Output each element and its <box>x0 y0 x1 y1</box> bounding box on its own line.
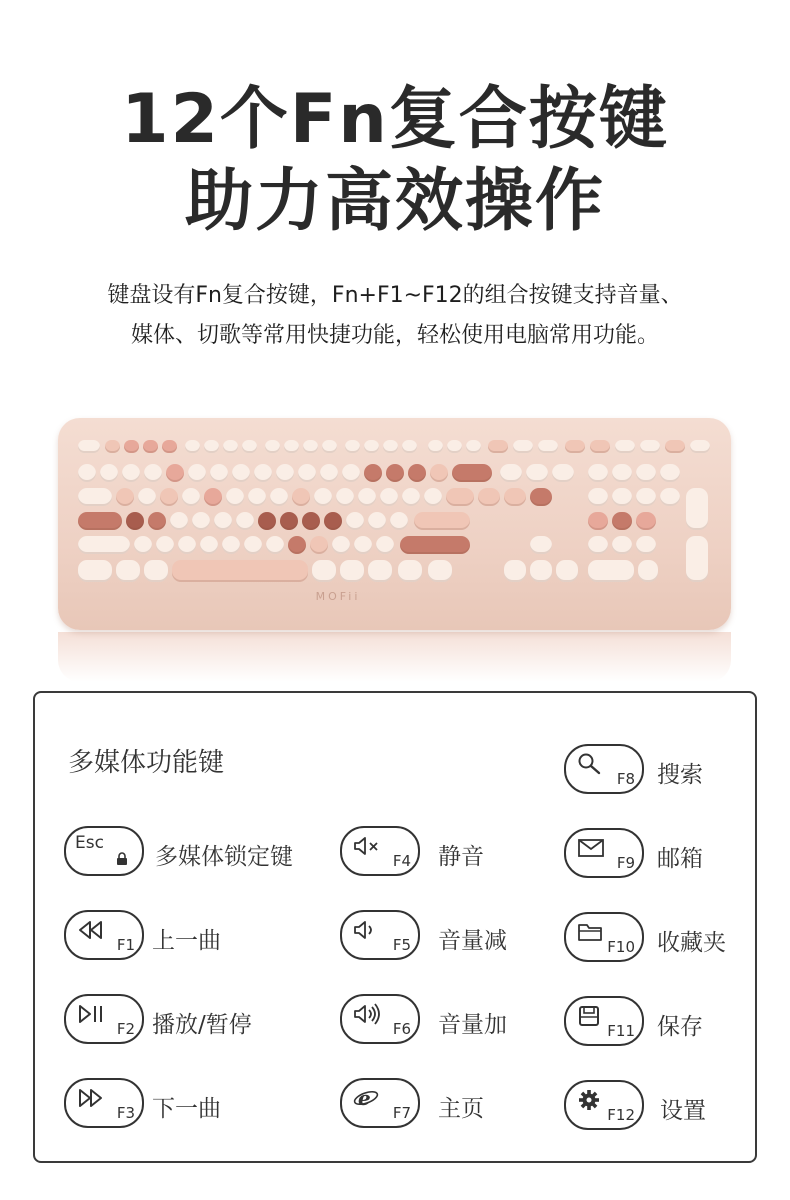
keyboard-key <box>368 512 386 530</box>
keyboard-key <box>408 464 426 482</box>
keyboard-key <box>390 512 408 530</box>
keyboard-key <box>612 464 632 482</box>
keyboard-key <box>78 464 96 482</box>
keyboard-key <box>210 464 228 482</box>
keyboard-key <box>466 440 481 453</box>
keyboard-key <box>612 512 632 530</box>
keyboard-key <box>340 560 364 582</box>
next-track-icon <box>76 1086 106 1110</box>
keyboard-key <box>414 512 470 530</box>
keycap-label: F6 <box>392 1020 411 1038</box>
keyboard-key <box>134 536 152 554</box>
keyboard-key <box>342 464 360 482</box>
keycap-label: Esc <box>75 833 104 853</box>
keyboard-key <box>500 464 522 482</box>
keyboard-key <box>488 440 508 453</box>
keycap-label: F11 <box>607 1022 635 1040</box>
keycap-f2 <box>64 994 144 1044</box>
keycap-label: F12 <box>607 1106 635 1124</box>
keyboard-key <box>236 512 254 530</box>
keyboard-key <box>223 440 238 453</box>
keyboard-key <box>314 488 332 506</box>
keyboard-key <box>270 488 288 506</box>
keyboard-key <box>78 512 122 530</box>
keyboard-key <box>612 488 632 506</box>
keyboard-key <box>156 536 174 554</box>
keyboard-key <box>430 464 448 482</box>
keyboard-key <box>615 440 635 453</box>
keyboard-key <box>242 440 257 453</box>
keyboard-key <box>386 464 404 482</box>
label-f11: 保存 <box>657 1014 703 1040</box>
keyboard-key <box>162 440 177 453</box>
keyboard-reflection <box>58 632 731 682</box>
keycap-f8 <box>564 744 644 794</box>
keyboard-key <box>192 512 210 530</box>
keyboard-key <box>530 488 552 506</box>
search-icon <box>576 752 606 776</box>
keyboard-key <box>588 464 608 482</box>
keycap-label: F1 <box>116 936 135 954</box>
keyboard-key <box>124 440 139 453</box>
keyboard-key <box>248 488 266 506</box>
headline-line-1: 12个Fn复合按键 <box>121 80 669 159</box>
keyboard-key <box>244 536 262 554</box>
keyboard-key <box>346 512 364 530</box>
save-icon <box>576 1004 606 1028</box>
keyboard-key <box>686 536 708 582</box>
keycap-f12 <box>564 1080 644 1130</box>
keyboard-key <box>447 440 462 453</box>
keyboard-key <box>312 560 336 582</box>
description-line-1: 键盘设有Fn复合按键，Fn+F1~F12的组合按键支持音量、 <box>107 283 683 308</box>
label-f6: 音量加 <box>438 1012 507 1038</box>
keycap-f3 <box>64 1078 144 1128</box>
keyboard-key <box>144 560 168 582</box>
keyboard-key <box>303 440 318 453</box>
keyboard-key <box>538 440 558 453</box>
keyboard-key <box>322 440 337 453</box>
keycap-label: F7 <box>392 1104 411 1122</box>
label-f5: 音量减 <box>438 928 507 954</box>
keyboard-image <box>58 418 731 630</box>
keyboard-key <box>280 512 298 530</box>
keyboard-key <box>204 440 219 453</box>
mute-icon <box>352 834 382 858</box>
keyboard-key <box>636 488 656 506</box>
label-f1: 上一曲 <box>152 928 221 954</box>
keyboard-key <box>78 488 112 506</box>
keycap-f7 <box>340 1078 420 1128</box>
keyboard-key <box>144 464 162 482</box>
keyboard-key <box>368 560 392 582</box>
description-line-2: 媒体、切歌等常用快捷功能，轻松使用电脑常用功能。 <box>130 323 659 348</box>
keyboard-key <box>424 488 442 506</box>
keyboard-key <box>660 464 680 482</box>
keyboard-key <box>402 488 420 506</box>
label-f3: 下一曲 <box>152 1096 221 1122</box>
keyboard-key <box>588 536 608 554</box>
keycap-f10 <box>564 912 644 962</box>
keyboard-key <box>400 536 470 554</box>
keyboard-key <box>214 512 232 530</box>
label-f4: 静音 <box>438 844 484 870</box>
keyboard-key <box>478 488 500 506</box>
keyboard-key <box>588 512 608 530</box>
volume-up-icon <box>352 1002 382 1026</box>
keyboard-key <box>452 464 492 482</box>
label-f12: 设置 <box>660 1098 706 1124</box>
label-f7: 主页 <box>438 1096 484 1122</box>
keyboard-key <box>588 488 608 506</box>
keycap-label: F2 <box>116 1020 135 1038</box>
play-pause-icon <box>76 1002 106 1026</box>
keyboard-key <box>565 440 585 453</box>
keycap-esc <box>64 826 144 876</box>
keyboard-key <box>364 464 382 482</box>
keyboard-key <box>200 536 218 554</box>
keyboard-key <box>265 440 280 453</box>
keyboard-key <box>665 440 685 453</box>
keycap-f11 <box>564 996 644 1046</box>
keyboard-key <box>530 560 552 582</box>
keyboard-key <box>298 464 316 482</box>
keyboard-key <box>226 488 244 506</box>
keyboard-key <box>364 440 379 453</box>
keyboard-key <box>636 464 656 482</box>
keyboard-key <box>320 464 338 482</box>
keyboard-key <box>332 536 350 554</box>
keyboard-key <box>590 440 610 453</box>
keyboard-key <box>188 464 206 482</box>
keycap-f6 <box>340 994 420 1044</box>
keyboard-key <box>636 536 656 554</box>
keyboard-key <box>638 560 658 582</box>
keyboard-key <box>78 536 130 554</box>
folder-icon <box>576 920 606 944</box>
label-esc: 多媒体锁定键 <box>155 844 293 870</box>
keyboard-key <box>288 536 306 554</box>
keycap-f1 <box>64 910 144 960</box>
mail-icon <box>576 836 606 860</box>
keyboard-key <box>148 512 166 530</box>
keycap-f5 <box>340 910 420 960</box>
label-f10: 收藏夹 <box>657 930 726 956</box>
keyboard-key <box>513 440 533 453</box>
keyboard-key <box>526 464 548 482</box>
keyboard-key <box>398 560 422 582</box>
keyboard-key <box>358 488 376 506</box>
keyboard-key <box>172 560 308 582</box>
keycap-label: F5 <box>392 936 411 954</box>
keyboard-key <box>204 488 222 506</box>
previous-track-icon <box>76 918 106 942</box>
keyboard-key <box>126 512 144 530</box>
keyboard-key <box>686 488 708 530</box>
keyboard-key <box>266 536 284 554</box>
gear-icon <box>576 1088 606 1112</box>
keyboard-brand-logo: MOFii <box>315 590 361 603</box>
headline-line-2: 助力高效操作 <box>184 162 605 241</box>
keyboard-key <box>78 440 100 453</box>
keyboard-key <box>254 464 272 482</box>
keyboard-key <box>292 488 310 506</box>
panel-title: 多媒体功能键 <box>68 748 225 778</box>
keyboard-key <box>232 464 250 482</box>
keyboard-key <box>380 488 398 506</box>
keyboard-key <box>336 488 354 506</box>
keyboard-key <box>116 488 134 506</box>
keyboard-key <box>446 488 474 506</box>
keyboard-key <box>122 464 140 482</box>
keyboard-key <box>100 464 118 482</box>
keyboard-key <box>345 440 360 453</box>
keyboard-key <box>376 536 394 554</box>
keycap-f4 <box>340 826 420 876</box>
keyboard-key <box>78 560 112 582</box>
keyboard-key <box>185 440 200 453</box>
keyboard-key <box>138 488 156 506</box>
keyboard-key <box>354 536 372 554</box>
keycap-f9 <box>564 828 644 878</box>
keyboard-key <box>276 464 294 482</box>
keyboard-key <box>105 440 120 453</box>
keyboard-key <box>222 536 240 554</box>
label-f2: 播放/暂停 <box>152 1012 252 1038</box>
keyboard-key <box>324 512 342 530</box>
keyboard-key <box>383 440 398 453</box>
keyboard-key <box>402 440 417 453</box>
keyboard-key <box>160 488 178 506</box>
keyboard-key <box>588 560 634 582</box>
keyboard-key <box>310 536 328 554</box>
keyboard-key <box>170 512 188 530</box>
keyboard-key <box>258 512 276 530</box>
keycap-label: F9 <box>616 854 635 872</box>
keyboard-key <box>166 464 184 482</box>
keycap-label: F10 <box>607 938 635 956</box>
keycap-label: F4 <box>392 852 411 870</box>
keycap-label: F8 <box>616 770 635 788</box>
keyboard-key <box>690 440 710 453</box>
keyboard-key <box>530 536 552 554</box>
volume-down-icon <box>352 918 382 942</box>
keyboard-key <box>284 440 299 453</box>
keyboard-key <box>504 560 526 582</box>
browser-home-icon <box>352 1086 382 1110</box>
svg-text:e: e <box>358 1086 371 1110</box>
label-f9: 邮箱 <box>657 846 703 872</box>
keyboard-key <box>636 512 656 530</box>
lock-icon <box>115 852 129 866</box>
keyboard-key <box>428 440 443 453</box>
keyboard-key <box>178 536 196 554</box>
keyboard-key <box>640 440 660 453</box>
keyboard-key <box>143 440 158 453</box>
keyboard-key <box>552 464 574 482</box>
keyboard-key <box>612 536 632 554</box>
keyboard-key <box>556 560 578 582</box>
label-f8: 搜索 <box>657 762 703 788</box>
keycap-label: F3 <box>116 1104 135 1122</box>
keyboard-key <box>428 560 452 582</box>
keyboard-key <box>116 560 140 582</box>
keyboard-key <box>182 488 200 506</box>
keyboard-key <box>504 488 526 506</box>
keyboard-key <box>302 512 320 530</box>
keyboard-key <box>660 488 680 506</box>
